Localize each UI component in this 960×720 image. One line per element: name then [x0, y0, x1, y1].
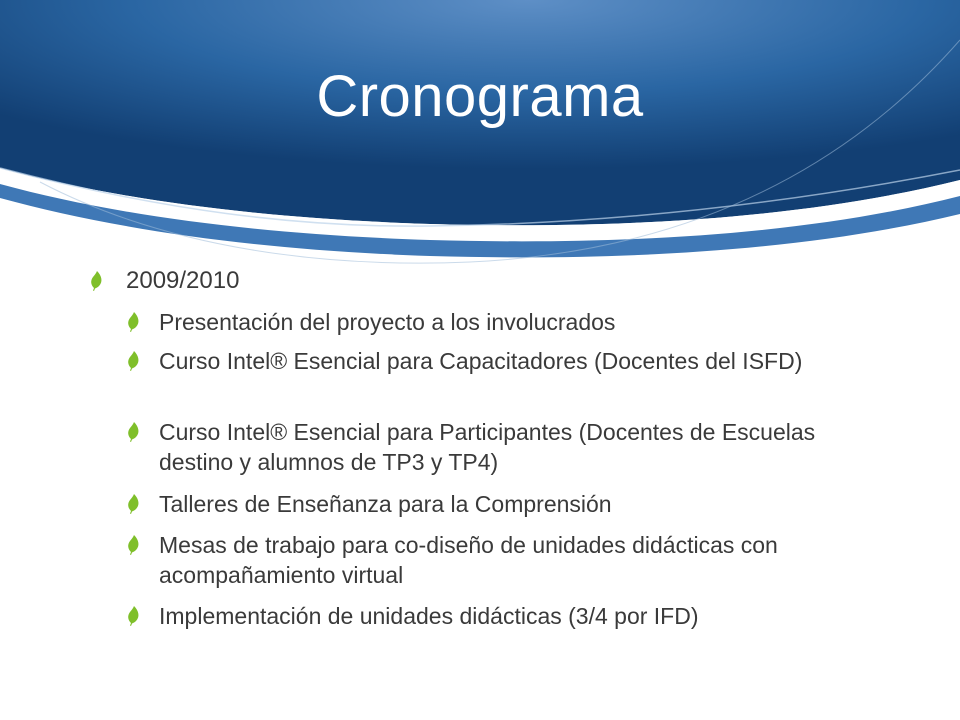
leaf-icon — [127, 312, 140, 332]
list-item — [159, 530, 849, 590]
leaf-icon — [127, 606, 140, 626]
leaf-icon — [127, 494, 140, 514]
list-item — [126, 266, 239, 296]
list-item — [159, 601, 849, 631]
list-item — [159, 417, 849, 477]
list-item — [159, 489, 849, 519]
item-text: Curso Intel® Esencial para Capacitadores (Docentes del ISFD) — [159, 348, 803, 374]
leaf-icon — [127, 351, 140, 371]
leaf-icon — [127, 535, 140, 555]
list-item — [159, 346, 849, 376]
item-text: Mesas de trabajo para co-diseño de unidades didácticas con acompañamiento virtual — [159, 532, 778, 588]
slide-title: Cronograma — [316, 64, 644, 129]
item-text: Implementación de unidades didácticas (3/4 por IFD) — [159, 603, 699, 629]
leaf-icon — [127, 422, 140, 442]
leaf-icon — [90, 271, 103, 291]
list-item — [159, 307, 849, 337]
item-text: Curso Intel® Esencial para Participantes (Docentes de Escuelas destino y alumnos de TP3 y TP4) — [159, 419, 816, 475]
item-text: 2009/2010 — [126, 267, 240, 294]
item-text: Talleres de Enseñanza para la Comprensión — [159, 491, 612, 517]
item-text: Presentación del proyecto a los involucrados — [159, 309, 616, 335]
